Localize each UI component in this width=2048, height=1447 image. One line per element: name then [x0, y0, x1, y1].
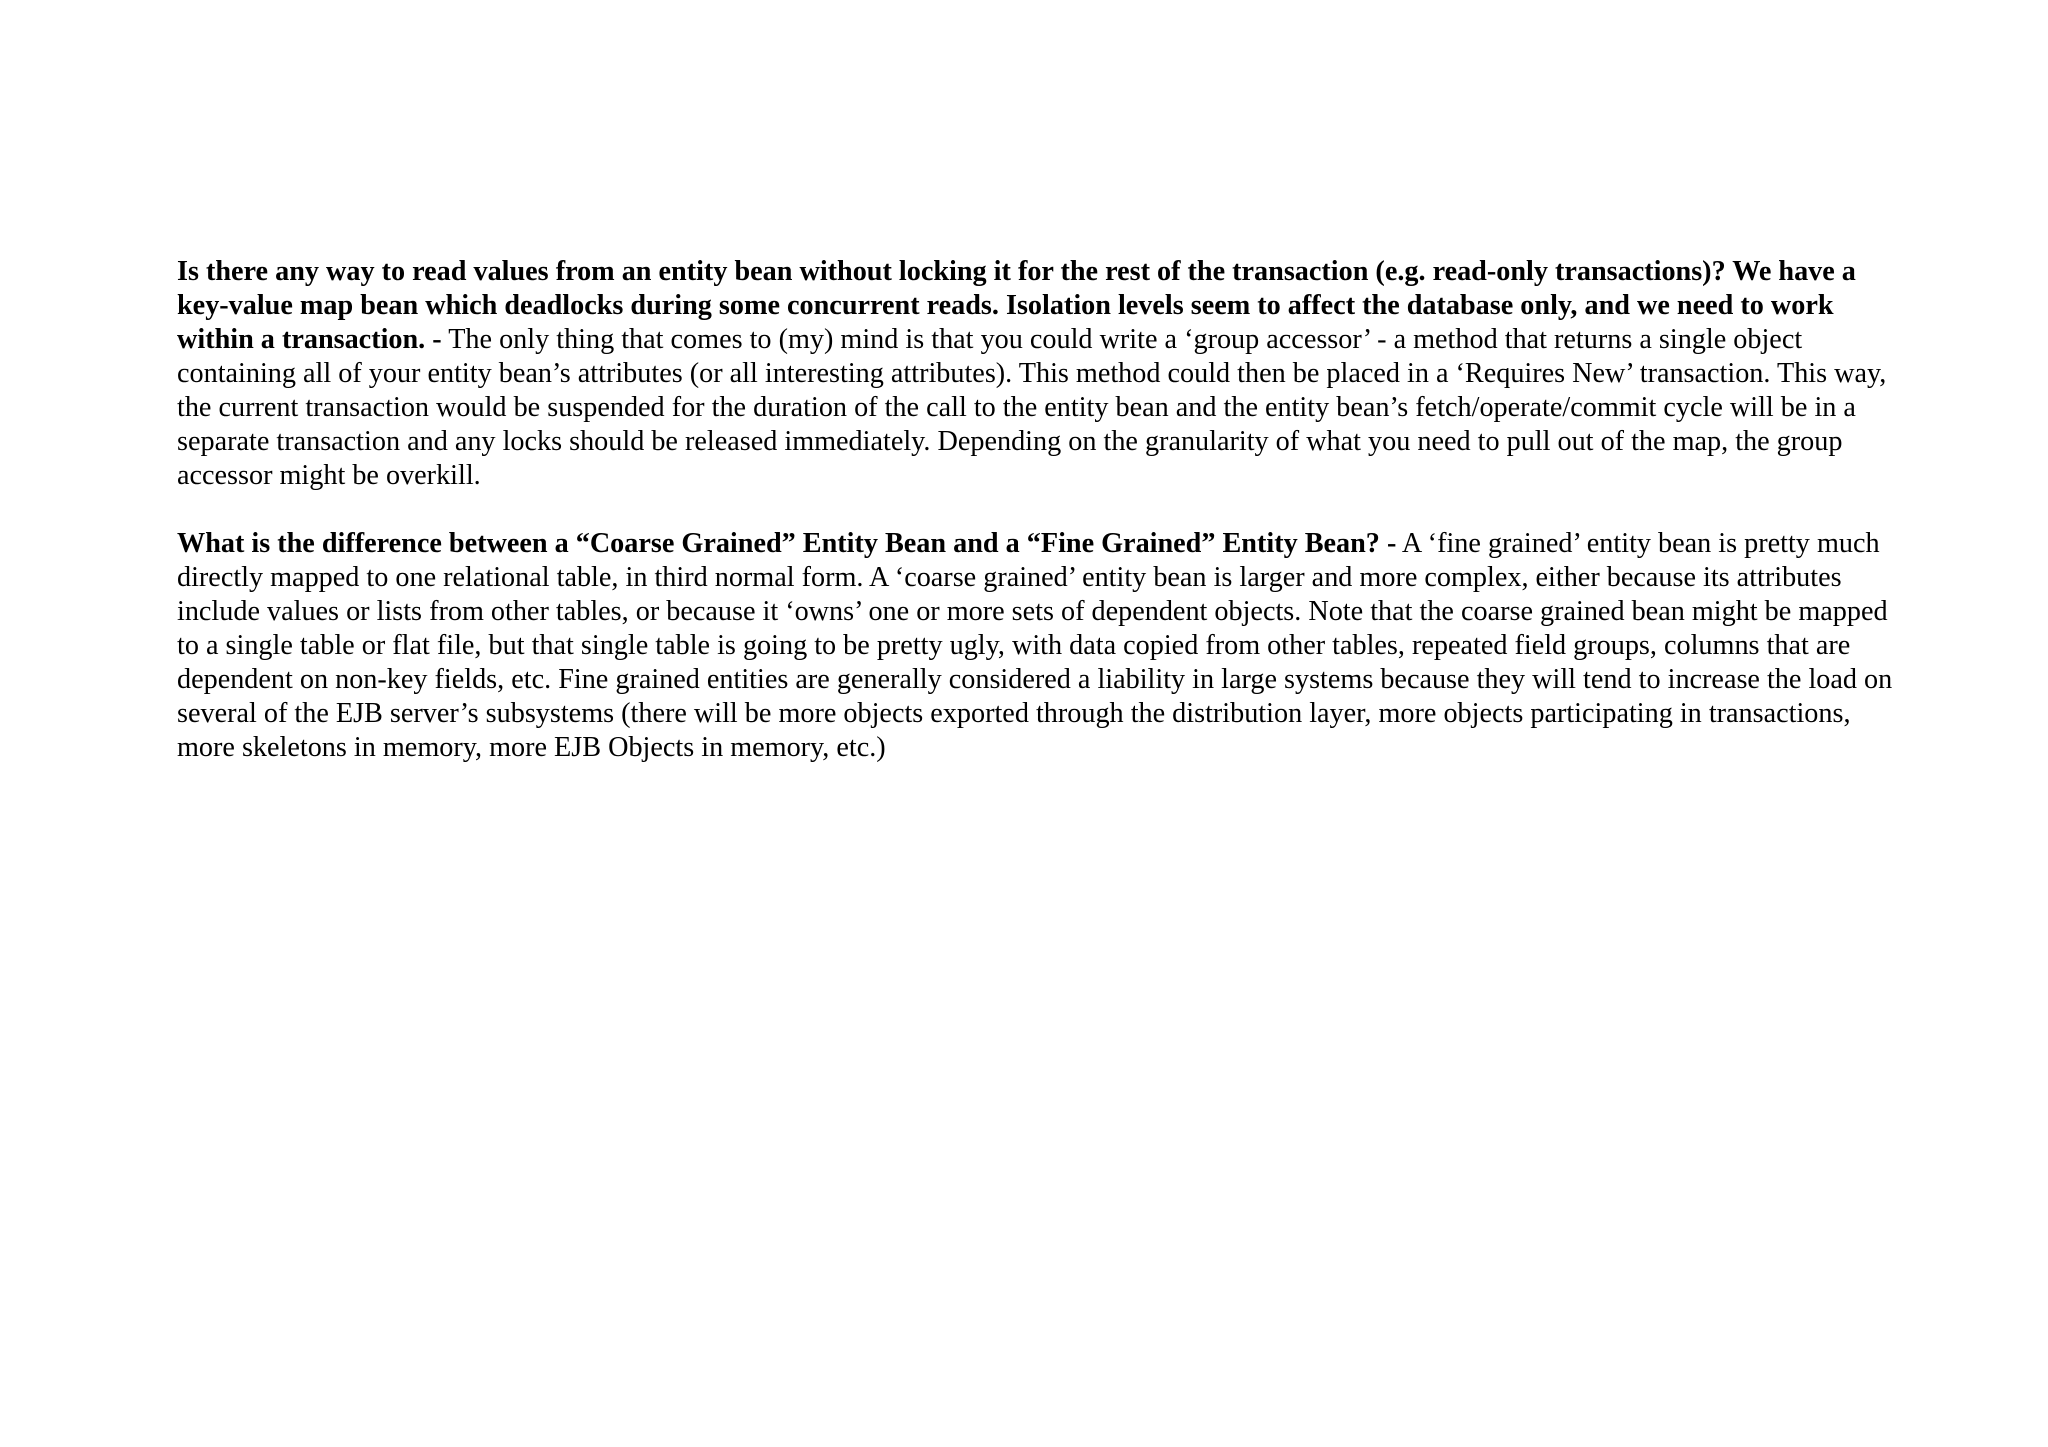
qa-entry-read-without-locking — [177, 255, 1895, 493]
qa-entry-coarse-vs-fine-grained — [177, 527, 1895, 765]
question-text: Is there any way to read values from an entity bean without locking it for the rest of the transaction (e.g. read-only transactions)? We have a key-value map bean which deadlocks during some concurrent reads. Isolation levels seem to affect the database only, and we need to work within a transaction. - — [177, 256, 1856, 355]
document-body — [177, 255, 1895, 799]
answer-text: A ‘fine grained’ entity bean is pretty much directly mapped to one relational table, in third normal form. A ‘coarse grained’ entity bean is larger and more complex, either because its attributes include values or lists from other tables, or because it ‘owns’ one or more sets of dependent objects. Note that the coarse grained bean might be mapped to a single table or flat file, but that single table is going to be pretty ugly, with data copied from other tables, repeated field groups, columns that are dependent on non-key fields, etc. Fine grained entities are generally considered a liability in large systems because they will tend to increase the load on several of the EJB server’s subsystems (there will be more objects exported through the distribution layer, more objects participating in transactions, more skeletons in memory, more EJB Objects in memory, etc.) — [177, 528, 1893, 763]
question-text: What is the difference between a “Coarse Grained” Entity Bean and a “Fine Grained” Entity Bean? - — [177, 528, 1397, 559]
answer-text: The only thing that comes to (my) mind is that you could write a ‘group accessor’ - a method that returns a single object containing all of your entity bean’s attributes (or all interesting attributes). This method could then be placed in a ‘Requires New’ transaction. This way, the current transaction would be suspended for the duration of the call to the entity bean and the entity bean’s fetch/operate/commit cycle will be in a separate transaction and any locks should be released immediately. Depending on the granularity of what you need to pull out of the map, the group accessor might be overkill. — [177, 324, 1887, 491]
